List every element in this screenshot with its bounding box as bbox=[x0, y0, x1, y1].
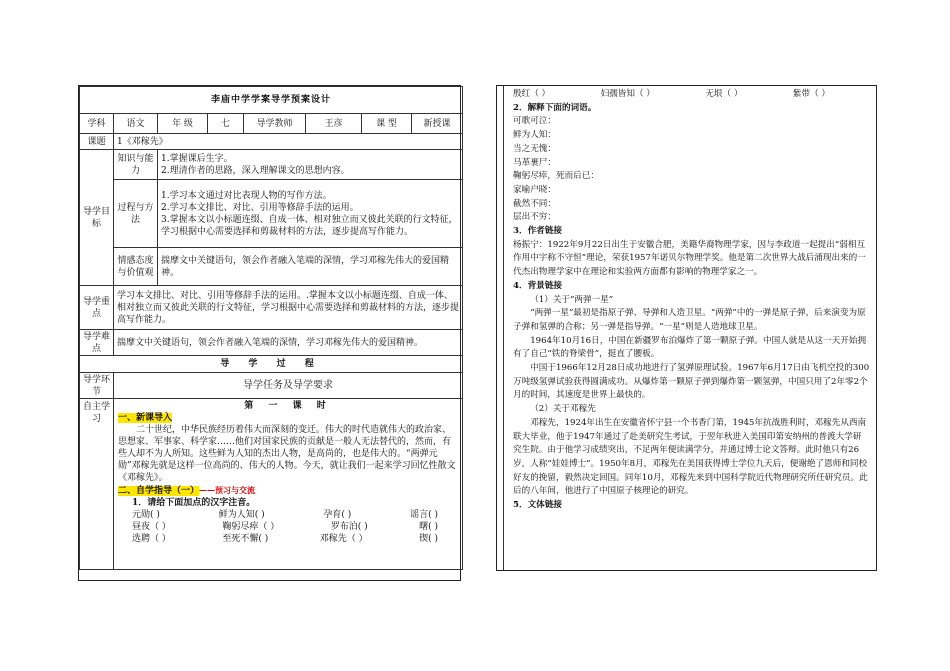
author-text: 杨振宁：1922年9月22日出生于安徽合肥，美籍华裔物理学家，因与李政道一起提出“弱相互作用中宇称不守恒”理论，荣获1957年诺贝尔物理学奖。他是第二次世界大战后涌现出来的一代杰出物理学家中在理论和实验两方面都有影响的物理学家之一。 bbox=[513, 239, 866, 278]
difficulty-content: 揣摩文中关键语句，领会作者融入笔端的深情，学习邓稼先伟大的爱国精神。 bbox=[114, 330, 463, 356]
type-label: 课 型 bbox=[362, 114, 412, 134]
pinyin-item: 元勋( ) bbox=[132, 510, 160, 520]
goal-knowledge-label: 知识与能力 bbox=[114, 150, 158, 180]
term-item: 家喻户晓： bbox=[513, 184, 556, 195]
difficulty-label: 导学难点 bbox=[80, 330, 114, 356]
goal-process-label: 过程与方法 bbox=[114, 180, 158, 248]
term-item: 可歌可泣： bbox=[513, 116, 556, 127]
term-item: 层出不穷： bbox=[513, 212, 556, 223]
pinyin-item: 至死不懈( ) bbox=[222, 534, 269, 544]
intro-text: 二十世纪，中华民族经历着伟大而深刻的变迁。伟大的时代造就伟大的政治家、思想家、军事家、科学家……他们对国家民族的贡献是一般人无法替代的，然而，有些人却不为人所知。这些鲜为人知的杰出人物，是高尚的，也是伟大的。“两弹元勋”邓稼先就是这样一位高尚的、伟大的人物。今天，就让我们一起来学习回忆性散文《邓稼先》。 bbox=[118, 425, 456, 483]
question-3: 3．作者链接 bbox=[513, 226, 562, 237]
grade-value: 七 bbox=[208, 114, 244, 134]
left-page bbox=[78, 85, 461, 581]
stage-content bbox=[114, 399, 463, 570]
goal-item: 2.理清作者的思路，深入理解课文的思想内容。 bbox=[161, 165, 350, 176]
term-item: 鲜为人知： bbox=[513, 130, 556, 141]
subject-value: 语文 bbox=[114, 114, 158, 134]
term-item: 马革裹尸： bbox=[513, 157, 556, 168]
term-item: 当之无愧： bbox=[513, 143, 556, 154]
goal-item: 1.学习本文通过对比表现人物的写作方法。 bbox=[161, 190, 332, 201]
pinyin-row-continued bbox=[513, 88, 870, 102]
stage-label: 自主学习 bbox=[80, 399, 114, 570]
teacher-value: 王彦 bbox=[306, 114, 362, 134]
goal-emotion-content bbox=[158, 248, 463, 286]
plan-table bbox=[79, 86, 463, 570]
process-head-right: 导学任务及导学要求 bbox=[114, 373, 463, 399]
type-value: 新授课 bbox=[412, 114, 463, 134]
goal-knowledge-content bbox=[158, 150, 463, 180]
pinyin-item: 殷红（ ） bbox=[513, 89, 551, 99]
goal-item: 3.掌握本文以小标题连缀、自成一体、相对独立而又彼此关联的行文特征，学习根据中心需要选择和剪裁材料的方法，逐步提高写作能力。 bbox=[161, 214, 458, 237]
lesson-heading: 第 一 课 时 bbox=[244, 401, 332, 411]
question-1: 1．请给下面加点的汉字注音。 bbox=[132, 498, 256, 508]
term-item: 鞠躬尽瘁，死而后已： bbox=[513, 171, 599, 182]
topic-label: 课题 bbox=[80, 134, 114, 150]
column-divider bbox=[503, 86, 504, 570]
pinyin-item: 鞠躬尽瘁（ ） bbox=[222, 522, 280, 532]
pinyin-item: 紫带（ ） bbox=[792, 89, 830, 99]
goal-item: 2.学习本文排比、对比、引用等修辞手法的运用。 bbox=[161, 202, 359, 213]
page-title: 李庙中学学案导学预案设计 bbox=[80, 87, 463, 114]
pinyin-row bbox=[118, 509, 458, 521]
guide-heading: 二、自学指导（一） bbox=[118, 486, 200, 496]
intro-heading: 一、新课导入 bbox=[118, 413, 173, 423]
term-item: 截然不同： bbox=[513, 198, 556, 209]
pinyin-row bbox=[118, 521, 458, 533]
goal-process-content bbox=[158, 180, 463, 248]
bg1-title: （1）关于“两弹一星” bbox=[530, 294, 614, 305]
goal-item: 1.掌握课后生字。 bbox=[161, 153, 233, 164]
bg1-paragraph: 1964年10月16日，中国在新疆罗布泊爆炸了第一颗原子弹。中国人就是从这一天开始拥有了自己“铁的脊梁骨”，挺直了腰板。 bbox=[513, 335, 867, 360]
subject-label: 学科 bbox=[80, 114, 114, 134]
bg2-paragraph: 邓稼先，1924年出生在安徽省怀宁县一个书香门第，1945年抗战胜利时，邓稼先从西南联大毕业，他于1947年通过了赴美研究生考试，于翌年秋进入美国印第安纳州的普渡大学研究生院。由于他学习成绩突出，不足两年便读满学分，并通过博士论文答辩。此时他只有26岁，人称“娃娃博士”。1950年8月，邓稼先在美国获得博士学位九天后，便谢绝了恩师和同校好友的挽留，毅然决定回国。同年10月，邓稼先来到中国科学院近代物理研究所任研究员。此后的八年间，他进行了中国原子核理论的研究。 bbox=[513, 417, 868, 497]
pinyin-item: 邓稼先（ ） bbox=[319, 534, 368, 544]
bg1-paragraph: 中国于1966年12月28日成功地进行了氢弹原理试验。1967年6月17日由飞机空投的300万吨级氢弹试验获得圆满成功。从爆炸第一颗原子弹到爆炸第一颗氢弹，中国只用了2年零2个月的时间，其速度是世界上最快的。 bbox=[513, 363, 870, 401]
goals-label: 导学目标 bbox=[80, 150, 114, 286]
pinyin-item: 谣言( ) bbox=[410, 510, 438, 520]
guide-sub: ——预习与交流 bbox=[199, 485, 256, 495]
topic-value: 1《邓稼先》 bbox=[114, 134, 463, 150]
pinyin-item: 昼夜（ ） bbox=[132, 522, 171, 532]
question-5: 5．文体链接 bbox=[513, 500, 562, 511]
process-head-left: 导学环节 bbox=[80, 373, 114, 399]
right-content bbox=[497, 86, 876, 515]
goal-emotion-label: 情感态度与价值观 bbox=[114, 248, 158, 286]
info-row bbox=[80, 114, 463, 134]
pinyin-item: 罗布泊( ) bbox=[330, 522, 368, 532]
grade-label: 年 级 bbox=[158, 114, 208, 134]
pinyin-item: 鲜为人知( ) bbox=[218, 510, 265, 520]
pinyin-item: 选聘（ ） bbox=[132, 534, 171, 544]
pinyin-item: 妇孺皆知（ ） bbox=[600, 89, 655, 99]
process-title: 导 学 过 程 bbox=[80, 356, 463, 373]
bg2-title: （2）关于邓稼先 bbox=[530, 404, 596, 415]
pinyin-row bbox=[118, 533, 458, 545]
goal-item: 揣摩文中关键语句，领会作者融入笔端的深情，学习邓稼先伟大的爱国精神。 bbox=[161, 255, 450, 278]
question-4: 4．背景链接 bbox=[513, 280, 562, 291]
pinyin-item: 无垠（ ） bbox=[705, 89, 743, 99]
pinyin-item: 孕育( ) bbox=[323, 510, 352, 520]
focus-label: 导学重点 bbox=[80, 286, 114, 330]
pinyin-item: 曙( ) bbox=[419, 522, 438, 532]
question-2: 2．解释下面的词语。 bbox=[513, 102, 597, 113]
pinyin-item: 锲( ) bbox=[419, 534, 438, 544]
right-page bbox=[496, 85, 877, 571]
focus-content: 学习本文排比、对比、引用等修辞手法的运用。.掌握本文以小标题连缀、自成一体、相对独立而又彼此关联的行文特征，学习根据中心需要选择和剪裁材料的方法，逐步提高写作能力。 bbox=[114, 286, 463, 330]
bg1-paragraph: “两弹一星”最初是指原子弹、导弹和人造卫星。“两弹”中的一弹是原子弹，后来演变为原子弹和氢弹的合称；另一弹是指导弹。“一星”则是人造地球卫星。 bbox=[513, 308, 866, 332]
teacher-label: 导学教师 bbox=[244, 114, 306, 134]
